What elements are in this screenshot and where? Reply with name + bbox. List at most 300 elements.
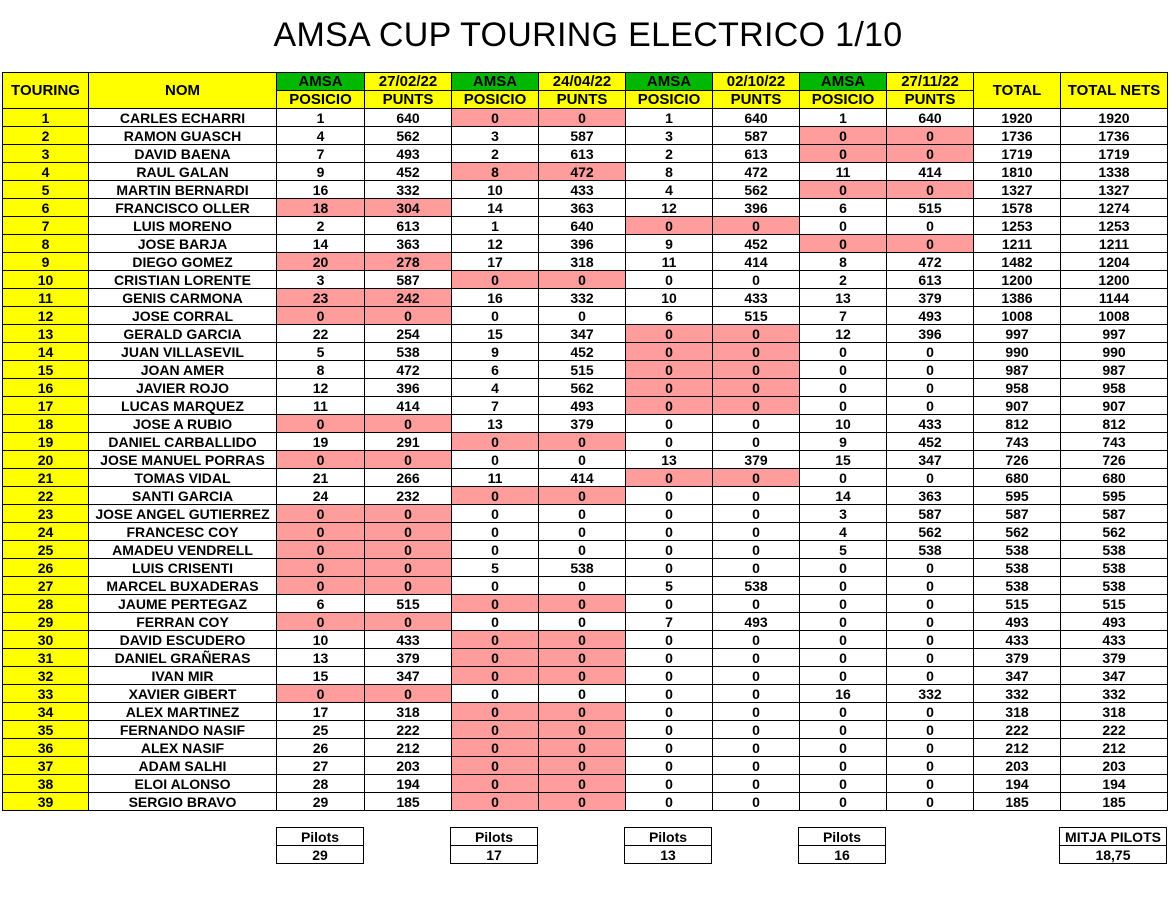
name-cell: SANTI GARCIA: [89, 487, 277, 505]
total-nets-cell: 538: [1061, 541, 1168, 559]
punts-cell: 0: [539, 721, 626, 739]
punts-cell: 0: [887, 397, 974, 415]
total-nets-cell: 1253: [1061, 217, 1168, 235]
total-cell: 1211: [974, 235, 1061, 253]
posicio-cell: 0: [452, 685, 539, 703]
posicio-cell: 8: [800, 253, 887, 271]
posicio-cell: 4: [800, 523, 887, 541]
total-cell: 212: [974, 739, 1061, 757]
punts-cell: 212: [365, 739, 452, 757]
name-cell: JUAN VILLASEVIL: [89, 343, 277, 361]
posicio-cell: 12: [626, 199, 713, 217]
table-row: [3, 145, 1168, 163]
posicio-cell: 0: [626, 649, 713, 667]
rank-cell: 5: [3, 181, 89, 199]
posicio-cell: 23: [277, 289, 365, 307]
punts-cell: 379: [365, 649, 452, 667]
name-cell: ALEX NASIF: [89, 739, 277, 757]
posicio-cell: 22: [277, 325, 365, 343]
posicio-cell: 1: [277, 109, 365, 127]
rank-cell: 18: [3, 415, 89, 433]
total-cell: 222: [974, 721, 1061, 739]
punts-cell: 640: [887, 109, 974, 127]
total-cell: 538: [974, 541, 1061, 559]
table-row: [3, 739, 1168, 757]
posicio-cell: 3: [277, 271, 365, 289]
posicio-cell: 10: [800, 415, 887, 433]
pilots-count: 16: [799, 846, 886, 864]
posicio-cell: 3: [452, 127, 539, 145]
name-cell: JOSE BARJA: [89, 235, 277, 253]
punts-cell: 0: [713, 595, 800, 613]
posicio-cell: 0: [800, 577, 887, 595]
punts-cell: 0: [713, 559, 800, 577]
rank-cell: 32: [3, 667, 89, 685]
rank-cell: 12: [3, 307, 89, 325]
punts-cell: 538: [539, 559, 626, 577]
posicio-cell: 3: [626, 127, 713, 145]
total-cell: 185: [974, 793, 1061, 811]
posicio-cell: 25: [277, 721, 365, 739]
name-cell: TOMAS VIDAL: [89, 469, 277, 487]
punts-cell: 0: [539, 613, 626, 631]
posicio-cell: 0: [800, 739, 887, 757]
table-row: [3, 469, 1168, 487]
posicio-cell: 2: [800, 271, 887, 289]
pilots-box: [450, 827, 538, 864]
rank-cell: 1: [3, 109, 89, 127]
posicio-cell: 0: [626, 487, 713, 505]
punts-cell: 318: [539, 253, 626, 271]
total-nets-cell: 743: [1061, 433, 1168, 451]
total-cell: 1482: [974, 253, 1061, 271]
name-cell: JAVIER ROJO: [89, 379, 277, 397]
posicio-cell: 0: [452, 109, 539, 127]
total-cell: 203: [974, 757, 1061, 775]
name-cell: RAMON GUASCH: [89, 127, 277, 145]
punts-cell: 363: [887, 487, 974, 505]
posicio-cell: 0: [277, 307, 365, 325]
punts-cell: 515: [365, 595, 452, 613]
punts-cell: 318: [365, 703, 452, 721]
total-cell: 1253: [974, 217, 1061, 235]
punts-cell: 0: [713, 433, 800, 451]
punts-cell: 0: [365, 613, 452, 631]
total-cell: 433: [974, 631, 1061, 649]
touring-header: TOURING: [3, 73, 89, 109]
total-cell: 680: [974, 469, 1061, 487]
posicio-cell: 0: [800, 361, 887, 379]
punts-cell: 363: [539, 199, 626, 217]
total-cell: 987: [974, 361, 1061, 379]
posicio-cell: 6: [452, 361, 539, 379]
table-row: [3, 487, 1168, 505]
punts-cell: 363: [365, 235, 452, 253]
rank-cell: 9: [3, 253, 89, 271]
table-row: [3, 631, 1168, 649]
rank-cell: 15: [3, 361, 89, 379]
table-row: [3, 127, 1168, 145]
posicio-cell: 0: [452, 667, 539, 685]
posicio-cell: 0: [626, 757, 713, 775]
posicio-cell: 0: [626, 703, 713, 721]
posicio-cell: 26: [277, 739, 365, 757]
punts-cell: 266: [365, 469, 452, 487]
punts-cell: 562: [887, 523, 974, 541]
total-cell: 1327: [974, 181, 1061, 199]
posicio-cell: 13: [800, 289, 887, 307]
punts-cell: 613: [887, 271, 974, 289]
punts-cell: 0: [887, 649, 974, 667]
total-nets-cell: 997: [1061, 325, 1168, 343]
total-cell: 379: [974, 649, 1061, 667]
punts-cell: 0: [365, 685, 452, 703]
posicio-cell: 0: [626, 721, 713, 739]
pilots-label: Pilots: [277, 828, 364, 846]
total-nets-cell: 538: [1061, 577, 1168, 595]
total-cell: 812: [974, 415, 1061, 433]
total-nets-cell: 1200: [1061, 271, 1168, 289]
total-cell: 587: [974, 505, 1061, 523]
table-row: [3, 667, 1168, 685]
posicio-cell: 6: [800, 199, 887, 217]
total-nets-cell: 318: [1061, 703, 1168, 721]
total-cell: 1386: [974, 289, 1061, 307]
posicio-cell: 0: [452, 703, 539, 721]
punts-cell: 0: [713, 739, 800, 757]
table-row: [3, 613, 1168, 631]
table-row: [3, 793, 1168, 811]
punts-cell: 472: [887, 253, 974, 271]
punts-cell: 562: [365, 127, 452, 145]
posicio-cell: 0: [277, 451, 365, 469]
punts-cell: 0: [887, 181, 974, 199]
posicio-cell: 4: [277, 127, 365, 145]
punts-cell: 0: [539, 595, 626, 613]
total-nets-cell: 1144: [1061, 289, 1168, 307]
posicio-cell: 11: [626, 253, 713, 271]
posicio-cell: 0: [626, 559, 713, 577]
posicio-cell: 8: [277, 361, 365, 379]
posicio-cell: 0: [626, 397, 713, 415]
total-nets-cell: 1719: [1061, 145, 1168, 163]
table-row: [3, 271, 1168, 289]
punts-cell: 254: [365, 325, 452, 343]
rank-cell: 21: [3, 469, 89, 487]
punts-cell: 0: [365, 523, 452, 541]
posicio-cell: 0: [452, 487, 539, 505]
table-row: [3, 163, 1168, 181]
punts-cell: 0: [539, 757, 626, 775]
posicio-cell: 0: [452, 307, 539, 325]
posicio-cell: 16: [800, 685, 887, 703]
punts-cell: 515: [713, 307, 800, 325]
posicio-cell: 0: [800, 127, 887, 145]
punts-cell: 452: [539, 343, 626, 361]
posicio-cell: 16: [277, 181, 365, 199]
punts-cell: 291: [365, 433, 452, 451]
posicio-cell: 10: [626, 289, 713, 307]
posicio-cell: 0: [800, 793, 887, 811]
posicio-cell: 0: [800, 379, 887, 397]
rank-cell: 38: [3, 775, 89, 793]
posicio-cell: 1: [626, 109, 713, 127]
total-nets-cell: 1204: [1061, 253, 1168, 271]
total-nets-cell: 1008: [1061, 307, 1168, 325]
table-row: [3, 199, 1168, 217]
punts-cell: 587: [887, 505, 974, 523]
posicio-cell: 0: [452, 433, 539, 451]
punts-cell: 0: [713, 775, 800, 793]
punts-cell: 640: [713, 109, 800, 127]
total-nets-cell: 515: [1061, 595, 1168, 613]
total-nets-cell: 1338: [1061, 163, 1168, 181]
punts-cell: 0: [713, 505, 800, 523]
punts-cell: 0: [539, 523, 626, 541]
posicio-cell: 0: [626, 685, 713, 703]
name-cell: FERRAN COY: [89, 613, 277, 631]
name-cell: RAUL GALAN: [89, 163, 277, 181]
pilots-box: [276, 827, 364, 864]
punts-cell: 433: [713, 289, 800, 307]
total-nets-cell: 1327: [1061, 181, 1168, 199]
posicio-cell: 0: [800, 775, 887, 793]
punts-cell: 0: [365, 577, 452, 595]
total-cell: 743: [974, 433, 1061, 451]
punts-cell: 0: [713, 397, 800, 415]
total-nets-cell: 493: [1061, 613, 1168, 631]
posicio-cell: 10: [277, 631, 365, 649]
rank-cell: 30: [3, 631, 89, 649]
punts-cell: 0: [713, 685, 800, 703]
posicio-cell: 21: [277, 469, 365, 487]
punts-cell: 538: [887, 541, 974, 559]
date-header: 27/11/22: [887, 73, 974, 91]
punts-cell: 0: [713, 667, 800, 685]
rank-cell: 13: [3, 325, 89, 343]
rank-cell: 19: [3, 433, 89, 451]
rank-cell: 39: [3, 793, 89, 811]
rank-cell: 28: [3, 595, 89, 613]
total-nets-cell: 433: [1061, 631, 1168, 649]
punts-cell: 640: [365, 109, 452, 127]
posicio-cell: 0: [800, 667, 887, 685]
posicio-cell: 0: [800, 631, 887, 649]
posicio-cell: 0: [800, 397, 887, 415]
punts-cell: 0: [713, 721, 800, 739]
table-row: [3, 757, 1168, 775]
punts-cell: 0: [713, 487, 800, 505]
total-nets-cell: 680: [1061, 469, 1168, 487]
posicio-cell: 9: [452, 343, 539, 361]
rank-cell: 8: [3, 235, 89, 253]
punts-cell: 0: [713, 469, 800, 487]
posicio-cell: 1: [452, 217, 539, 235]
rank-cell: 4: [3, 163, 89, 181]
posicio-cell: 0: [800, 217, 887, 235]
table-row: [3, 379, 1168, 397]
posicio-cell: 2: [626, 145, 713, 163]
rank-cell: 26: [3, 559, 89, 577]
posicio-cell: 12: [277, 379, 365, 397]
punts-cell: 613: [539, 145, 626, 163]
punts-cell: 0: [887, 361, 974, 379]
punts-cell: 278: [365, 253, 452, 271]
posicio-cell: 0: [452, 613, 539, 631]
punts-cell: 0: [539, 775, 626, 793]
table-row: [3, 307, 1168, 325]
name-cell: FRANCISCO OLLER: [89, 199, 277, 217]
punts-cell: 0: [887, 217, 974, 235]
rank-cell: 34: [3, 703, 89, 721]
rank-cell: 25: [3, 541, 89, 559]
punts-cell: 414: [365, 397, 452, 415]
posicio-cell: 2: [277, 217, 365, 235]
table-row: [3, 505, 1168, 523]
punts-cell: 0: [539, 271, 626, 289]
name-cell: LUIS CRISENTI: [89, 559, 277, 577]
punts-cell: 0: [539, 307, 626, 325]
punts-cell: 332: [887, 685, 974, 703]
name-cell: SERGIO BRAVO: [89, 793, 277, 811]
posicio-cell: 0: [452, 541, 539, 559]
posicio-cell: 0: [626, 361, 713, 379]
punts-cell: 640: [539, 217, 626, 235]
posicio-header: POSICIO: [452, 91, 539, 109]
total-cell: 1008: [974, 307, 1061, 325]
punts-cell: 452: [887, 433, 974, 451]
name-cell: IVAN MIR: [89, 667, 277, 685]
punts-header: PUNTS: [539, 91, 626, 109]
punts-cell: 0: [887, 739, 974, 757]
posicio-cell: 14: [277, 235, 365, 253]
punts-cell: 0: [713, 271, 800, 289]
pilots-count: 13: [625, 846, 712, 864]
punts-cell: 332: [539, 289, 626, 307]
posicio-cell: 0: [626, 793, 713, 811]
name-cell: JOSE CORRAL: [89, 307, 277, 325]
punts-cell: 0: [887, 721, 974, 739]
name-cell: XAVIER GIBERT: [89, 685, 277, 703]
table-row: [3, 721, 1168, 739]
posicio-cell: 13: [452, 415, 539, 433]
table-row: [3, 289, 1168, 307]
punts-cell: 0: [365, 505, 452, 523]
name-cell: ADAM SALHI: [89, 757, 277, 775]
posicio-cell: 0: [626, 541, 713, 559]
posicio-header: POSICIO: [800, 91, 887, 109]
total-header: TOTAL: [974, 73, 1061, 109]
punts-cell: 0: [539, 433, 626, 451]
punts-cell: 493: [365, 145, 452, 163]
punts-cell: 0: [713, 541, 800, 559]
punts-cell: 538: [713, 577, 800, 595]
pilots-box: [624, 827, 712, 864]
punts-cell: 0: [713, 325, 800, 343]
posicio-cell: 9: [626, 235, 713, 253]
rank-cell: 6: [3, 199, 89, 217]
posicio-cell: 0: [452, 631, 539, 649]
posicio-cell: 0: [452, 721, 539, 739]
standings-body: [3, 109, 1168, 811]
punts-cell: 562: [539, 379, 626, 397]
name-cell: DANIEL CARBALLIDO: [89, 433, 277, 451]
posicio-cell: 0: [626, 217, 713, 235]
total-cell: 907: [974, 397, 1061, 415]
table-row: [3, 541, 1168, 559]
total-nets-cell: 332: [1061, 685, 1168, 703]
rank-cell: 14: [3, 343, 89, 361]
rank-cell: 29: [3, 613, 89, 631]
table-row: [3, 181, 1168, 199]
table-row: [3, 523, 1168, 541]
punts-cell: 587: [539, 127, 626, 145]
punts-cell: 0: [365, 559, 452, 577]
pilots-count: 29: [277, 846, 364, 864]
posicio-cell: 28: [277, 775, 365, 793]
rank-cell: 22: [3, 487, 89, 505]
punts-cell: 414: [887, 163, 974, 181]
total-nets-cell: 1920: [1061, 109, 1168, 127]
total-cell: 1736: [974, 127, 1061, 145]
table-row: [3, 325, 1168, 343]
total-cell: 194: [974, 775, 1061, 793]
name-cell: LUCAS MARQUEZ: [89, 397, 277, 415]
table-row: [3, 253, 1168, 271]
posicio-cell: 11: [800, 163, 887, 181]
rank-cell: 7: [3, 217, 89, 235]
rank-cell: 3: [3, 145, 89, 163]
table-row: [3, 235, 1168, 253]
total-nets-cell: 1274: [1061, 199, 1168, 217]
total-nets-cell: 990: [1061, 343, 1168, 361]
pilots-label: Pilots: [451, 828, 538, 846]
posicio-cell: 5: [452, 559, 539, 577]
posicio-cell: 0: [800, 721, 887, 739]
posicio-cell: 0: [800, 145, 887, 163]
punts-cell: 0: [539, 703, 626, 721]
rank-cell: 10: [3, 271, 89, 289]
punts-cell: 515: [887, 199, 974, 217]
punts-cell: 347: [887, 451, 974, 469]
posicio-cell: 14: [452, 199, 539, 217]
posicio-cell: 8: [626, 163, 713, 181]
posicio-cell: 11: [277, 397, 365, 415]
punts-cell: 0: [539, 577, 626, 595]
name-cell: GENIS CARMONA: [89, 289, 277, 307]
total-nets-cell: 1736: [1061, 127, 1168, 145]
punts-cell: 347: [365, 667, 452, 685]
name-cell: JOSE A RUBIO: [89, 415, 277, 433]
punts-cell: 587: [713, 127, 800, 145]
rank-cell: 11: [3, 289, 89, 307]
punts-cell: 0: [365, 541, 452, 559]
posicio-header: POSICIO: [277, 91, 365, 109]
punts-cell: 0: [887, 469, 974, 487]
table-row: [3, 397, 1168, 415]
pilots-box: [798, 827, 886, 864]
punts-header: PUNTS: [365, 91, 452, 109]
punts-cell: 0: [713, 343, 800, 361]
rank-cell: 37: [3, 757, 89, 775]
posicio-cell: 15: [800, 451, 887, 469]
table-row: [3, 595, 1168, 613]
posicio-cell: 6: [626, 307, 713, 325]
total-nets-cell: 379: [1061, 649, 1168, 667]
posicio-cell: 0: [626, 415, 713, 433]
punts-cell: 562: [713, 181, 800, 199]
total-cell: 538: [974, 577, 1061, 595]
